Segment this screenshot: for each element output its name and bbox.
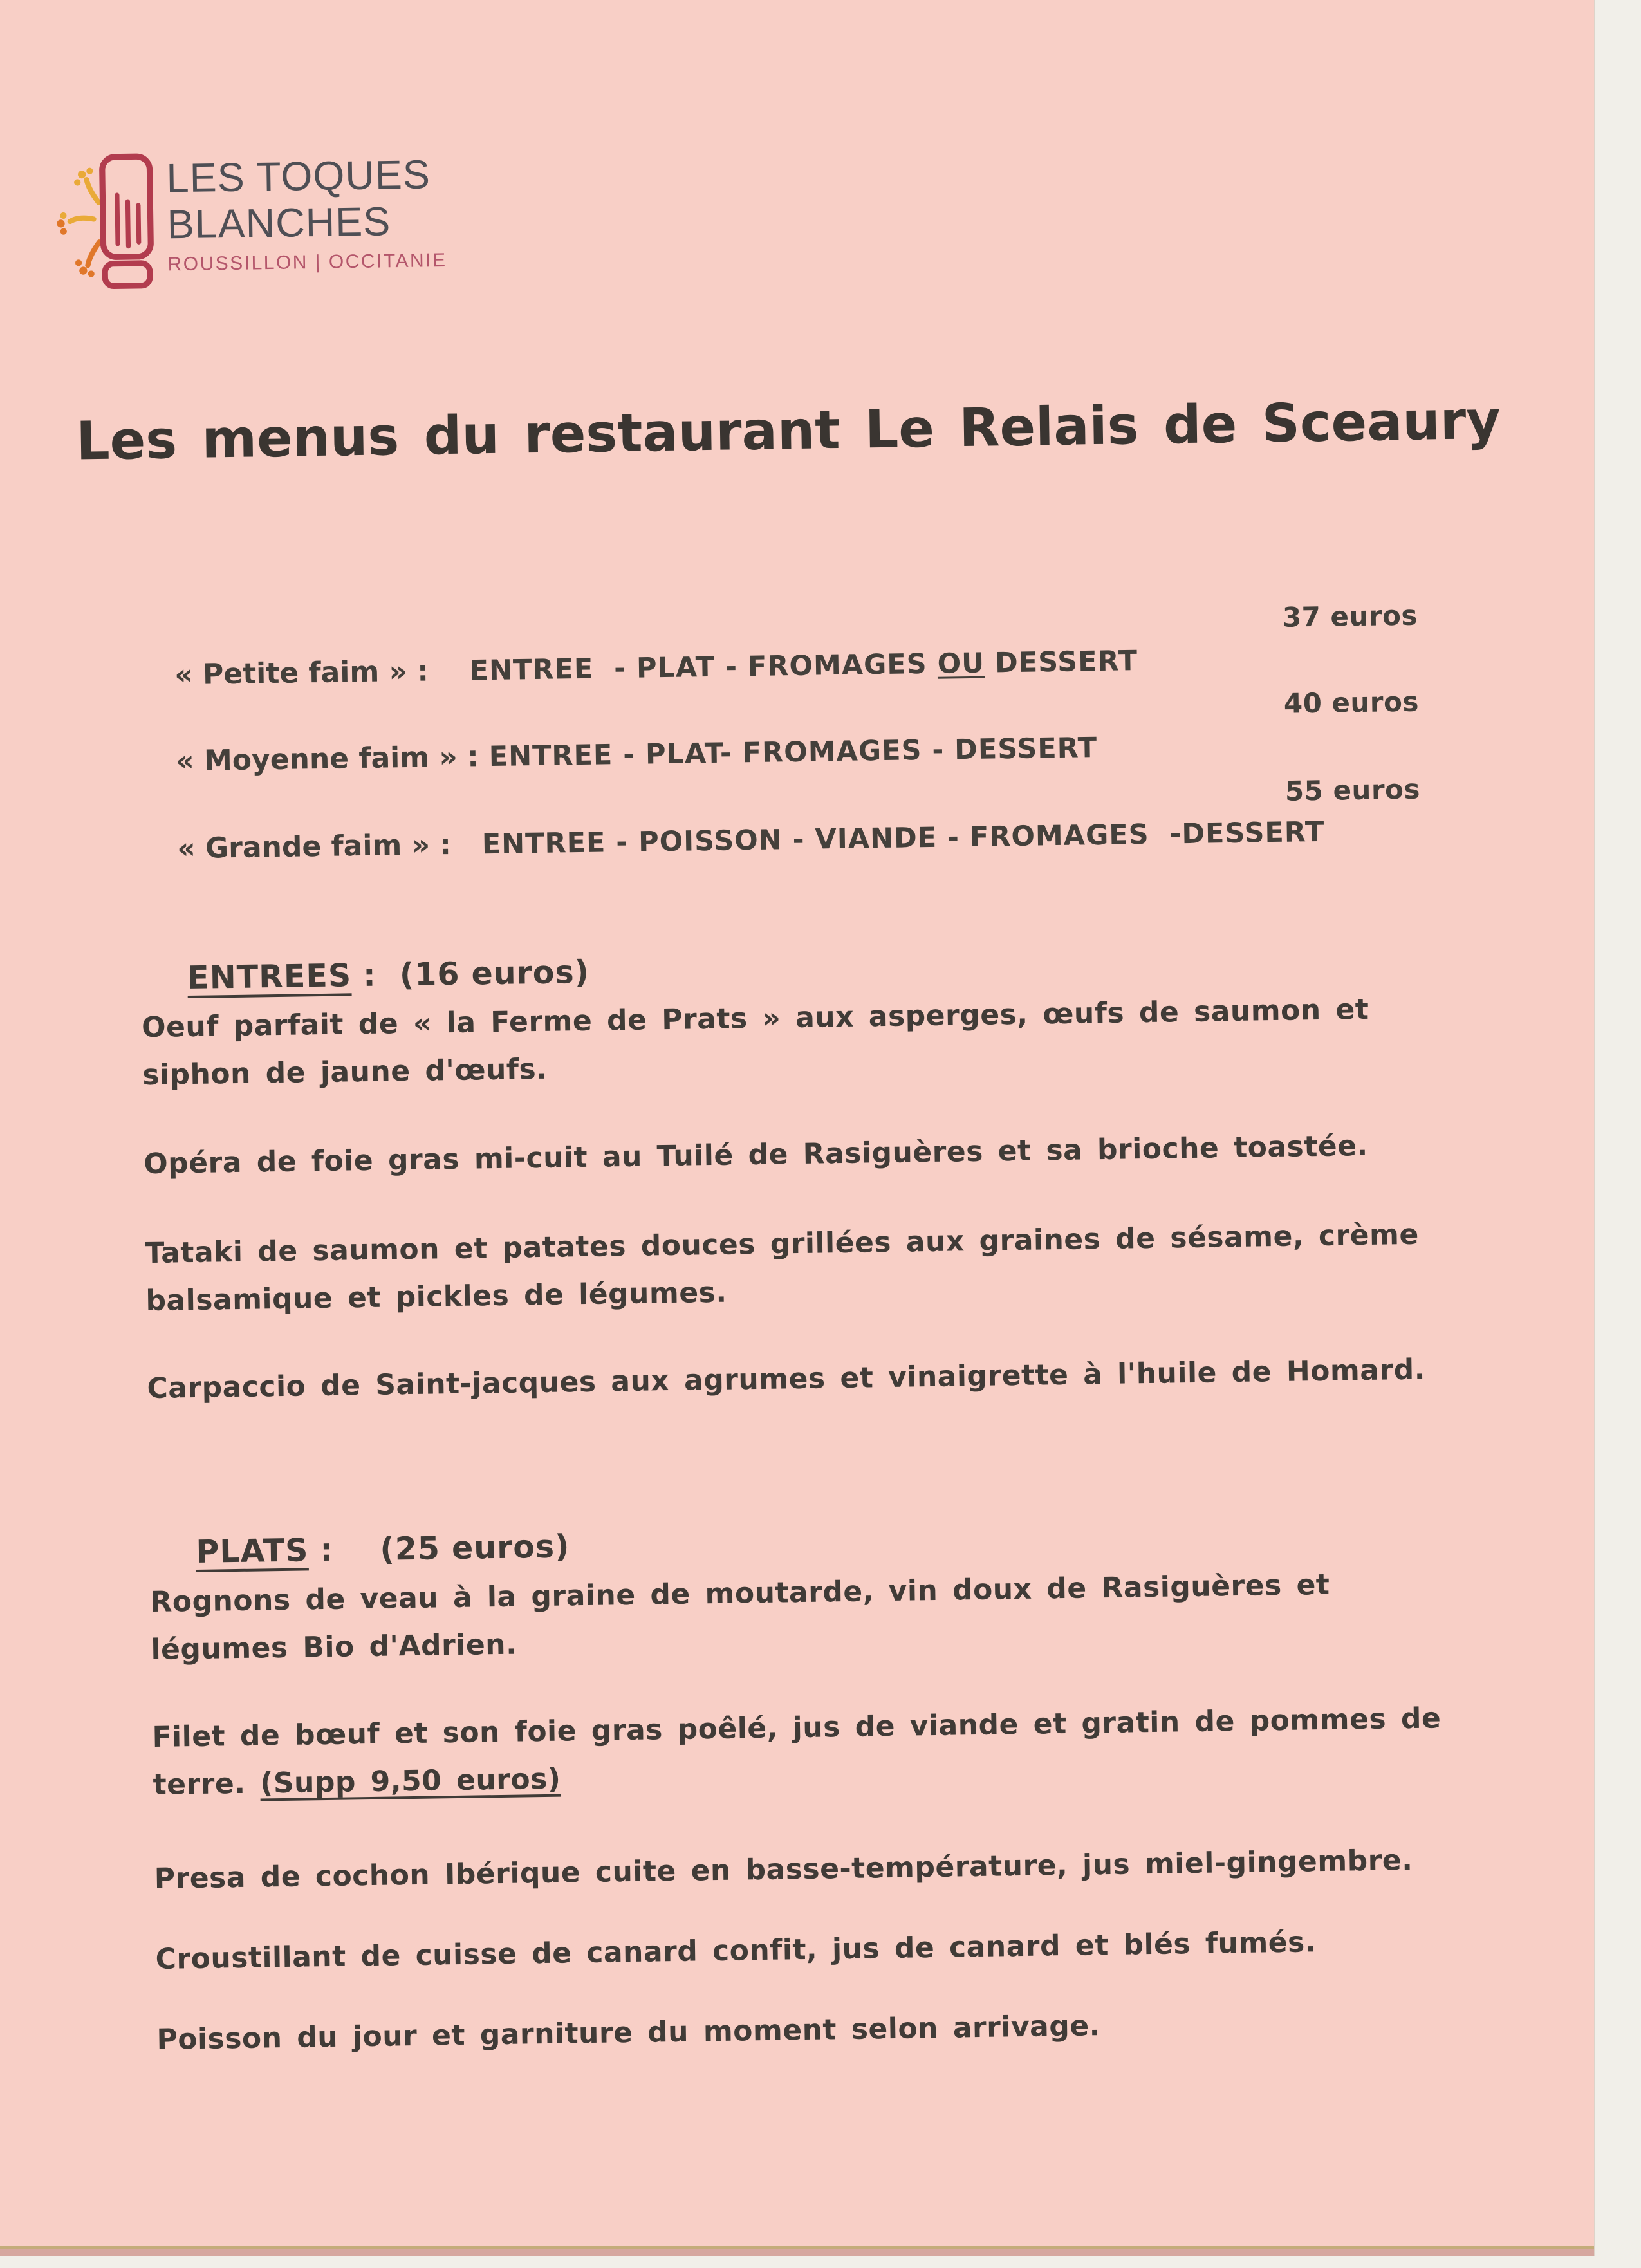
menu-composition-underlined: OU (937, 647, 985, 680)
les-toques-blanches-logo (51, 147, 542, 308)
dish-text: Oeuf parfait de « la Ferme de Prats » aux asperges, œufs de saumon et siphon de jaune d'œufs. (141, 992, 1384, 1092)
dish-item (152, 1695, 1466, 1809)
dish-text: Presa de cochon Ibérique cuite en basse-température, jus miel-gingembre. (154, 1843, 1413, 1895)
section-name: ENTREES (187, 957, 352, 997)
logo-subtitle: ROUSSILLON | OCCITANIE (167, 249, 447, 275)
section-name: PLATS (196, 1532, 309, 1570)
toque-icon (102, 156, 152, 286)
logo-icon (51, 153, 160, 292)
dish-item (142, 985, 1456, 1099)
dish-text: Opéra de foie gras mi-cuit au Tuilé de Rasiguères et sa brioche toastée. (143, 1129, 1369, 1181)
dish-text: Filet de bœuf et son foie gras poêlé, jus de viande et gratin de pommes de terre. (152, 1701, 1456, 1801)
dish-text: Croustillant de cuisse de canard confit, jus de canard et blés fumés. (155, 1926, 1317, 1976)
dish-item (147, 1346, 1425, 1413)
menu-option-label: « Grande faim » : (176, 828, 452, 866)
menu-price: 55 euros (1284, 773, 1421, 807)
menu-composition-end: DESSERT (984, 645, 1138, 680)
dish-item (145, 1211, 1459, 1325)
section-price-note: : (16 euros) (351, 953, 590, 994)
dish-item (156, 2002, 1100, 2064)
dish-item (150, 1559, 1464, 1674)
section-price-note: : (25 euros) (308, 1528, 570, 1569)
dish-text: Tataki de saumon et patates douces grillées aux graines de sésame, crème balsamique et pickles de légumes. (144, 1218, 1434, 1317)
dish-text: Poisson du jour et garniture du moment selon arrivage. (156, 2009, 1101, 2056)
dish-item (155, 1919, 1316, 1984)
menu-option-label: « Petite faim » : (174, 655, 429, 692)
dish-item (144, 1122, 1368, 1188)
logo-name-line1: LES TOQUES (166, 152, 431, 201)
menu-price: 37 euros (1282, 599, 1418, 633)
menu-option-label: « Moyenne faim » : (175, 740, 479, 778)
menu-composition: ENTREE - POISSON - VIANDE - FROMAGES -DESSERT (450, 815, 1325, 861)
logo-text (166, 152, 447, 275)
menu-composition: ENTREE - PLAT- FROMAGES - DESSERT (478, 732, 1098, 774)
menu-composition: ENTREE - PLAT - FROMAGES (428, 647, 938, 688)
occitan-cross-icon (56, 167, 100, 277)
menu-price: 40 euros (1283, 685, 1420, 720)
dish-text: Carpaccio de Saint-jacques aux agrumes et vinaigrette à l'huile de Homard. (147, 1353, 1426, 1406)
dish-text-underlined: (Supp 9,50 euros) (259, 1762, 561, 1800)
page-title: Les menus du restaurant Le Relais de Sceaury (75, 389, 1501, 472)
menu-option-grande-faim (137, 773, 1593, 931)
dish-item (154, 1837, 1413, 1903)
dish-text: Rognons de veau à la graine de moutarde, vin doux de Rasiguères et légumes Bio d'Adrien. (150, 1568, 1345, 1666)
logo-name-line2: BLANCHES (167, 199, 391, 248)
